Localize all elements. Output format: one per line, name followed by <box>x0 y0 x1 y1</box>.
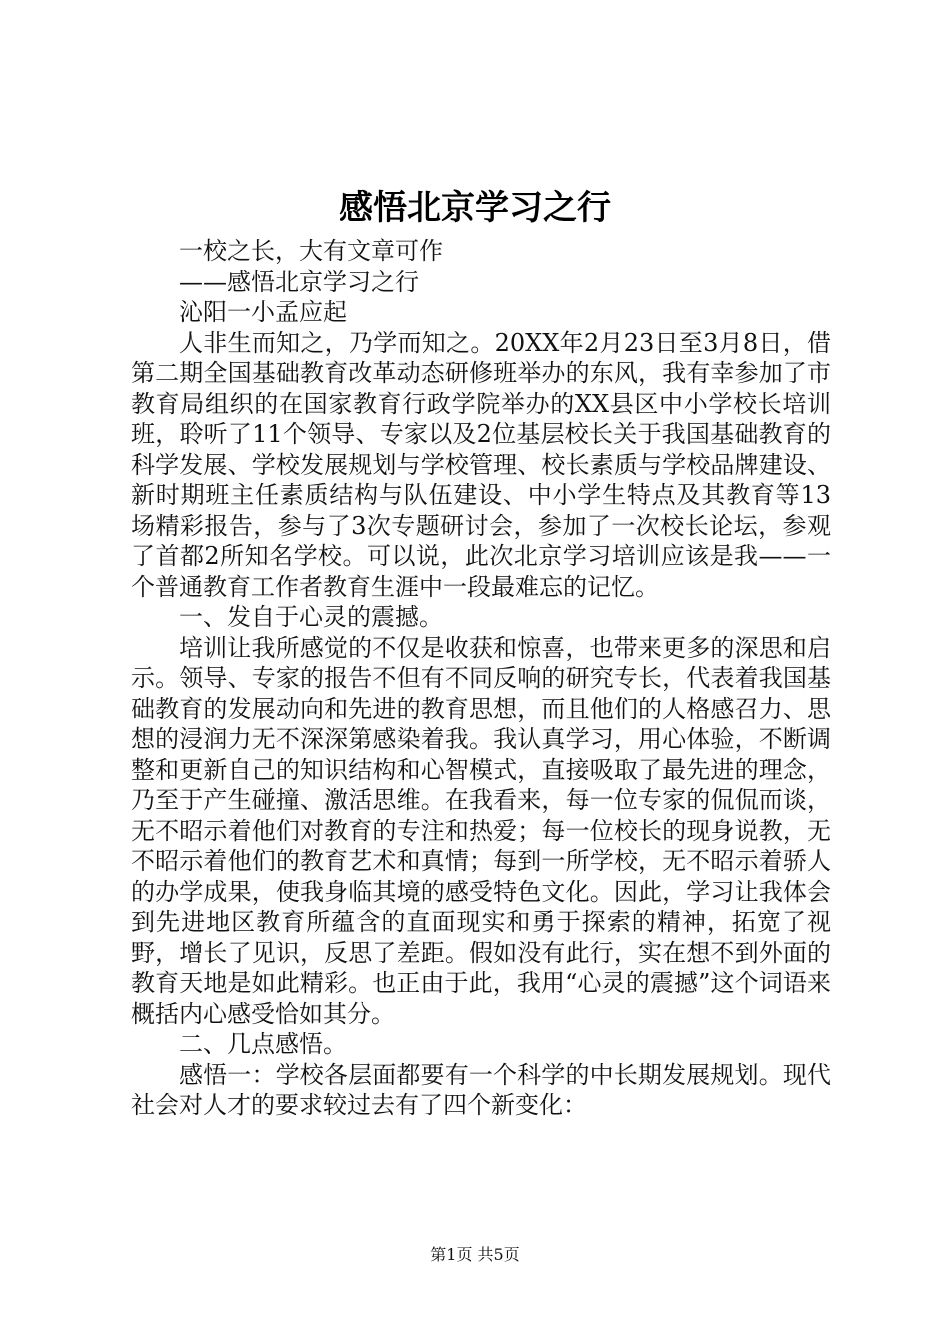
paragraph: 培训让我所感觉的不仅是收获和惊喜，也带来更多的深思和启示。领导、专家的报告不但有不同反响的研究专长，代表着我国基础教育的发展动向和先进的教育思想，而且他们的人格感召力、思想的浸润力无不深深第感染着我。我认真学习，用心体验，不断调整和更新自己的知识结构和心智模式，直接吸取了最先进的理念，乃至于产生碰撞、激活思维。在我看来，每一位专家的侃侃而谈，无不昭示着他们对教育的专注和热爱；每一位校长的现身说教，无不昭示着他们的教育艺术和真情；每到一所学校，无不昭示着骄人的办学成果，使我身临其境的感受特色文化。因此，学习让我体会到先进地区教育所蕴含的直面现实和勇于探索的精神，拓宽了视野，增长了见识，反思了差距。假如没有此行，实在想不到外面的教育天地是如此精彩。也正由于此，我用“心灵的震撼”这个词语来概括内心感受恰如其分。 <box>131 633 831 1028</box>
paragraph: 人非生而知之，乃学而知之。20XX年2月23日至3月8日，借第二期全国基础教育改革动态研修班举办的东风，我有幸参加了市教育局组织的在国家教育行政学院举办的XX县区中小学校长培训班，聆听了11个领导、专家以及2位基层校长关于我国基础教育的科学发展、学校发展规划与学校管理、校长素质与学校品牌建设、新时期班主任素质结构与队伍建设、中小学生特点及其教育等13场精彩报告，参与了3次专题研讨会，参加了一次校长论坛，参观了首都2所知名学校。可以说，此次北京学习培训应该是我——一个普通教育工作者教育生涯中一段最难忘的记忆。 <box>131 328 831 601</box>
page-footer: 第1页 共5页 <box>430 1245 520 1264</box>
subtitle-dash-line: ——感悟北京学习之行 <box>179 267 419 296</box>
document-body <box>131 236 831 1121</box>
document-title: 感悟北京学习之行 <box>339 188 611 228</box>
author-line: 沁阳一小孟应起 <box>179 298 347 326</box>
paragraph: 感悟一：学校各层面都要有一个科学的中长期发展规划。现代社会对人才的要求较过去有了四个新变化： <box>131 1060 831 1119</box>
subtitle-line: 一校之长，大有文章可作 <box>179 237 443 265</box>
section-heading: 二、几点感悟。 <box>179 1030 347 1058</box>
section-heading: 一、发自于心灵的震撼。 <box>179 603 443 631</box>
